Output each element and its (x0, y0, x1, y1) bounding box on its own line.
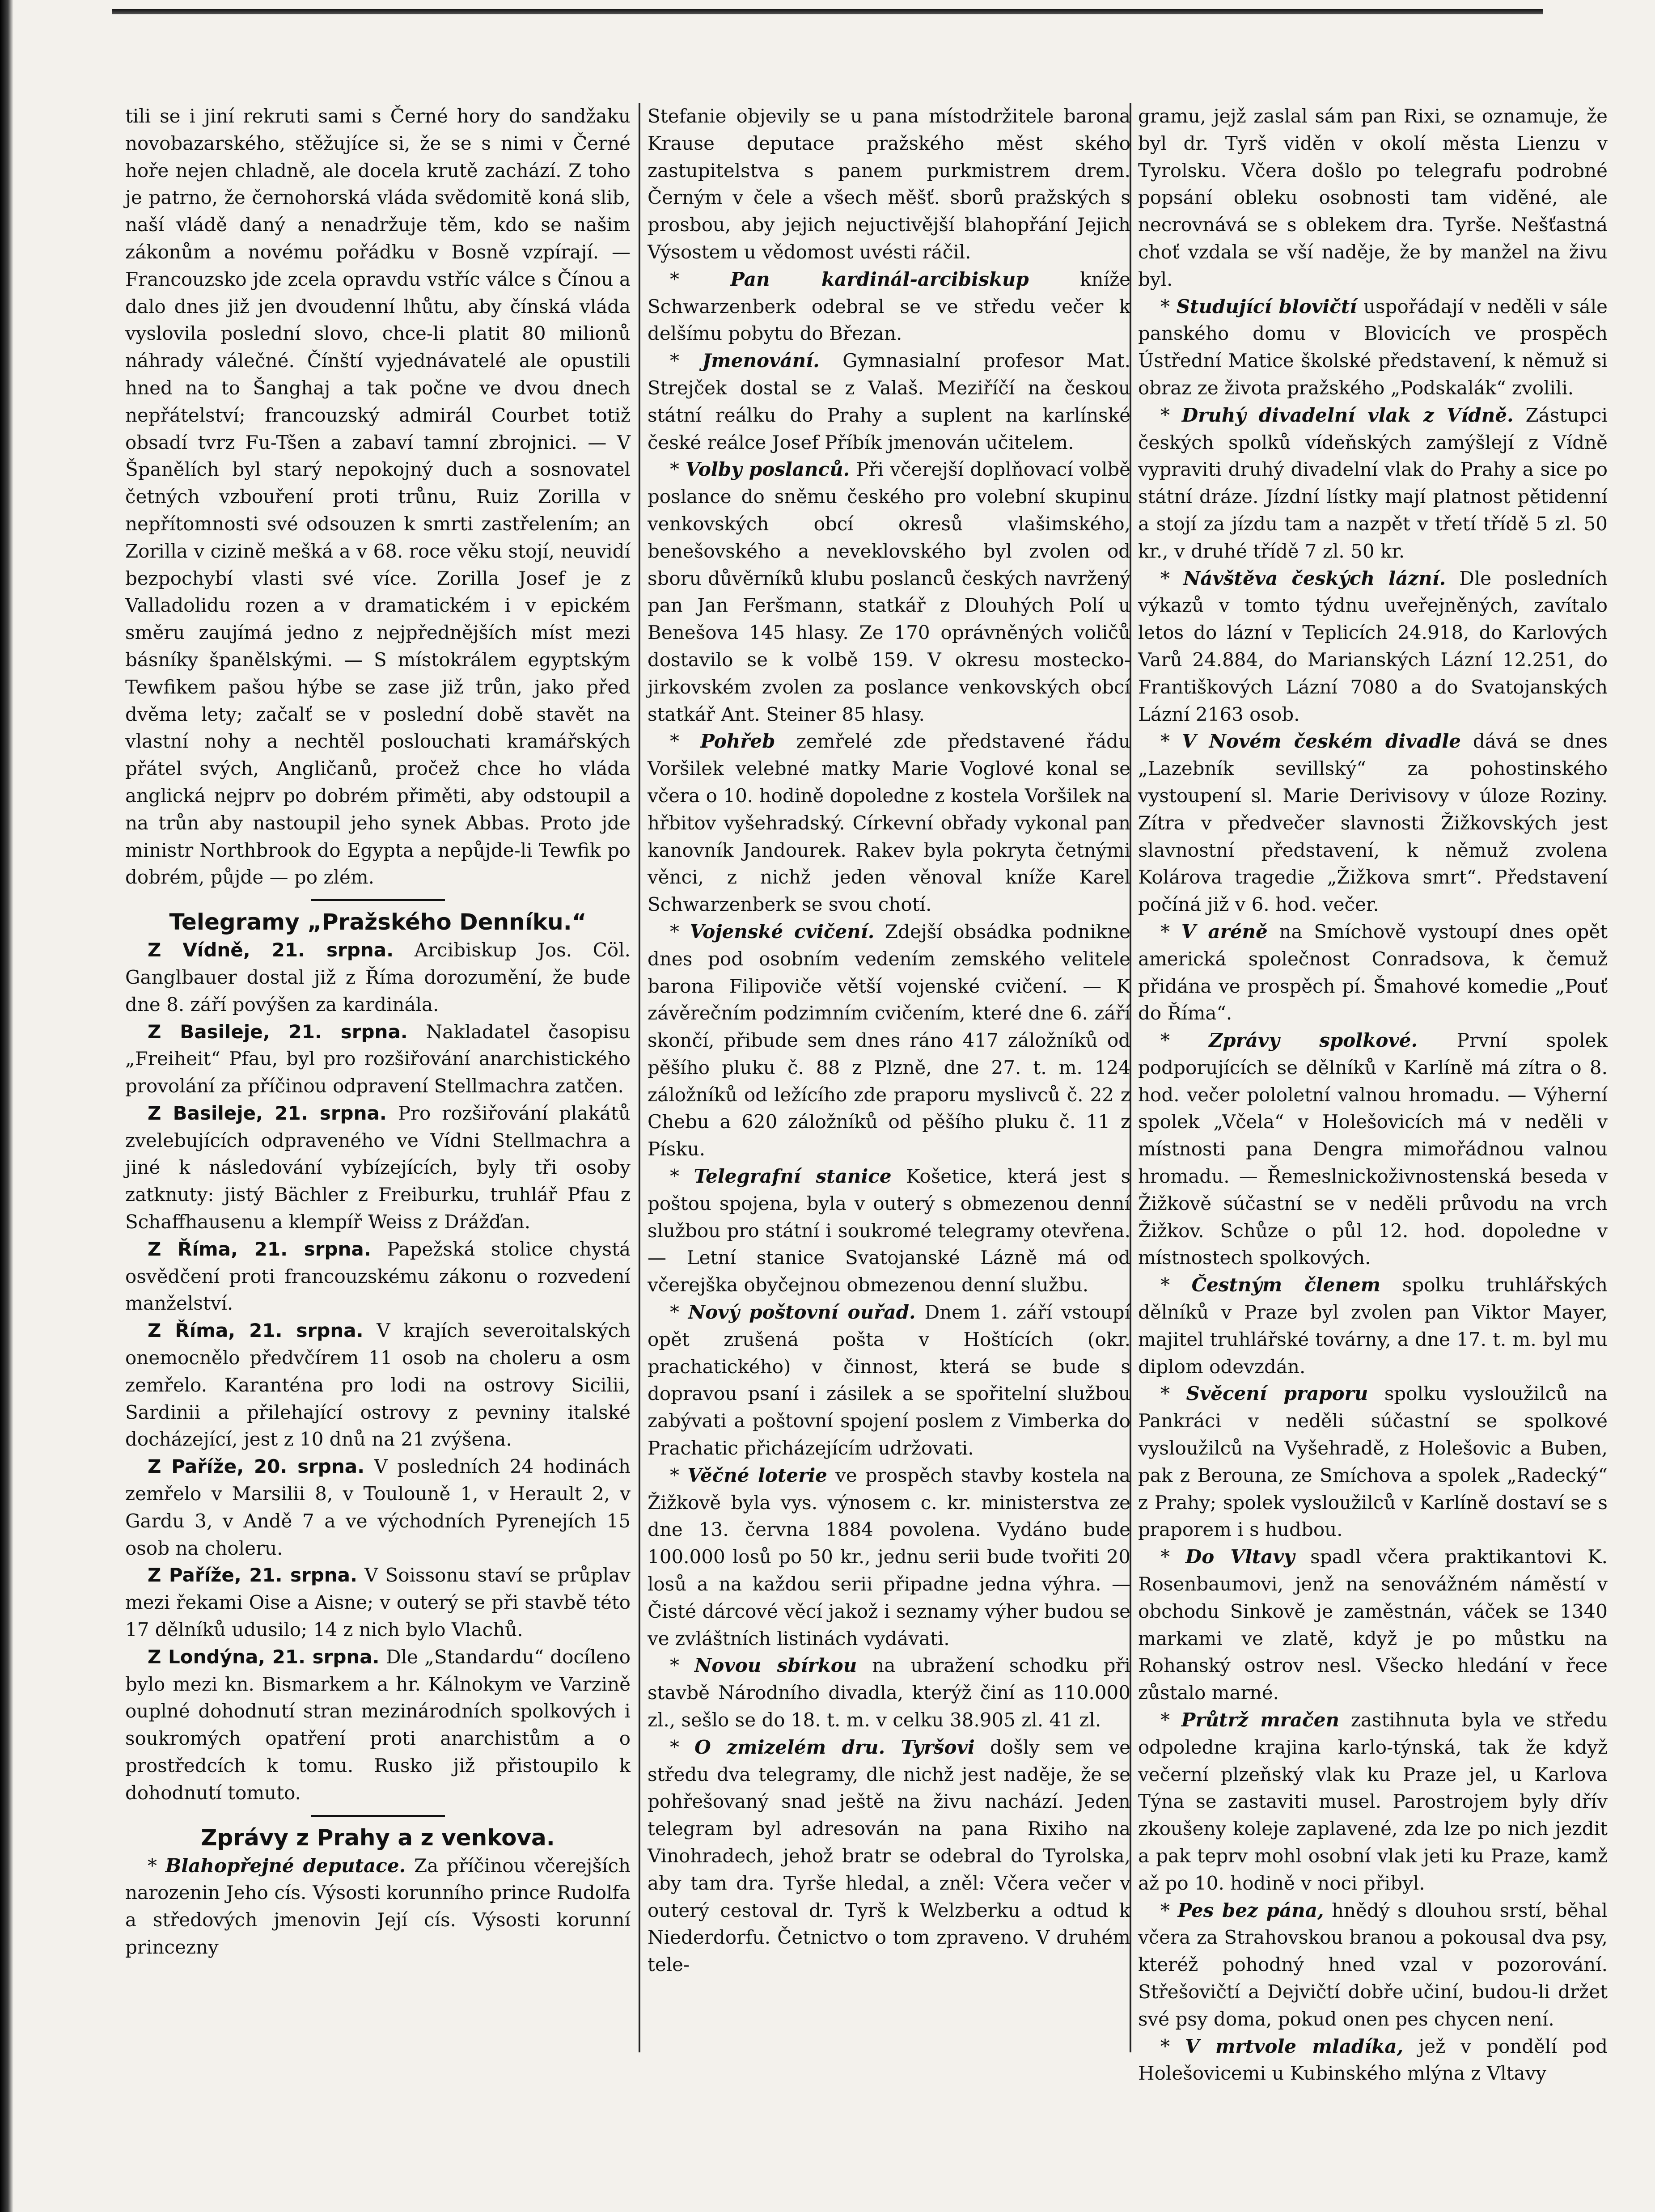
telegram-text: Nakladatel časopisu „Freiheit“ Pfau, byl pro rozšiřování anarchistického provolání za příčinou odpravení Stellmachra zatčen. (125, 1020, 631, 1097)
dateline: Z Říma, 21. srpna. (148, 1238, 371, 1260)
section-title-telegrams: Telegramy „Pražského Denníku.“ (169, 909, 587, 935)
news-lead: Druhý divadelní vlak z Vídně. (1181, 404, 1514, 426)
news-text: Dle posledních výkazů v tomto týdnu uveřejněných, zavítalo letos do lázní v Teplicích 24.918, do Karlových Varů 24.884, do Marianských Lázní 12.251, do Františkových Lázní 7080 a do Svatojanských Lázní 2163 osob. (1138, 567, 1608, 725)
news-text: spadl včera praktikantovi K. Rosenbaumovi, jenž na senovážném náměstí v obchodu Sinkově je zaměstnán, váček se 1340 markami ve zlatě, když je po můstku na Rohanský ostrov nesl. Všecko hledání v řece zůstalo marné. (1138, 1546, 1608, 1704)
news-lead: Zprávy spolkové. (1209, 1029, 1418, 1052)
news-item: * Blahopřejné deputace. Za příčinou včerejších narozenin Jeho cís. Výsosti korunního prince Rudolfa a středových jmenovin Její cís. Výsosti korunní princezny (125, 1854, 631, 1958)
news-item: * Nový poštovní ouřad. Dnem 1. září vstoupí opět zrušená pošta v Hoštících (okr. prachatického) v činnost, která se bude s dopravou psaní i zásilek a se spořitelní službou zabývati a poštovní spojení poslem z Vimberka do Prachatic přicházejícím udržovati. (648, 1301, 1131, 1459)
telegram-text: Pro rozšiřování plakátů zvelebujících odpraveného ve Vídni Stellmachra a jiné k následování vybízejících, byly tři osoby zatknuty: jistý Bächler z Freiburku, truhlář Pfau z Schaffhausenu a klempíř Weiss z Drážďan. (125, 1102, 631, 1233)
news-lead: V mrtvole mladíka, (1185, 2035, 1404, 2057)
news-text: Košetice, která jest s poštou spojena, byla v outerý s obmezenou denní službou pro státní i soukromé telegramy otevřena. — Letní stanice Svatojanské Lázně má od včerejška obyčejnou obmezenou denní službu. (648, 1165, 1131, 1296)
dateline: Z Paříže, 20. srpna. (148, 1455, 365, 1478)
news-lead: Novou sbírkou (694, 1654, 857, 1677)
news-item: * Telegrafní stanice Košetice, která jest s poštou spojena, byla v outerý s obmezenou denní službou pro státní i soukromé telegramy otevřena. — Letní stanice Svatojanské Lázně má od včerejška obyčejnou obmezenou denní službu. (648, 1165, 1131, 1296)
news-item: * Věčné loterie ve prospěch stavby kostela na Žižkově byla vys. výnosem c. kr. ministerstva ze dne 13. června 1884 povolena. Vydáno bude 100.000 losů po 50 kr., jednu serii bude tvořiti 20 losů a na každou serii připadne jedna výhra. — Čisté dárcové věcí jakož i seznamy výher budou se ve zvláštních listinách vydávati. (648, 1464, 1131, 1649)
news-item: * Jmenování. Gymnasialní profesor Mat. Strejček dostal se z Valaš. Meziříčí na českou státní reálku do Prahy a suplent na karlínské české reálce Josef Příbík jmenován učitelem. (648, 350, 1130, 453)
news-item: * Svěcení praporu spolku vysloužilců na Pankráci v neděli súčastní se spolkové vysloužilců na Vyšehradě, z Holešovic a Buben, pak z Berouna, ze Smíchova a spolek „Radecký“ z Prahy; spolek vysloužilců v Karlíně dostaví se s praporem i s hudbou. (1138, 1383, 1608, 1541)
news-item: * Novou sbírkou na ubražení schodku při stavbě Národního divadla, kterýž činí as 110.000 zl., sešlo se do 18. t. m. v celku 38.905 zl. 41 zl. (648, 1654, 1130, 1731)
news-lead: Návštěva českých lázní. (1183, 567, 1446, 589)
news-text: Za příčinou včerejších narozenin Jeho cís. Výsosti korunního prince Rudolfa a středových jmenovin Její cís. Výsosti korunní princezny (125, 1854, 631, 1958)
news-item: * Pohřeb zemřelé zde představené řádu Voršilek velebné matky Marie Voglové konal se včera o 10. hodině dopoledne z kostela Voršilek na hřbitov vyšehradský. Církevní obřady vykonal pan kanovník Jandourek. Rakev byla pokryta četnými věnci, z nichž jeden věnoval kníže Karel Schwarzenberk se svou chotí. (648, 730, 1130, 916)
news-text: ve prospěch stavby kostela na Žižkově byla vys. výnosem c. kr. ministerstva ze dne 13. června 1884 povolena. Vydáno bude 100.000 losů po 50 kr., jednu serii bude tvořiti 20 losů a na každou serii připadne jedna výhra. — Čisté dárcové věcí jakož i seznamy výher budou se ve zvláštních listinách vydávati. (648, 1464, 1131, 1649)
news-item: * V aréně na Smíchově vystoupí dnes opět americká společnost Conradsova, k čemuž přidána ve prospěch pí. Šmahové komedie „Pouť do Říma“. (1138, 920, 1608, 1024)
news-item: * Vojenské cvičení. Zdejší obsádka podnikne dnes pod osobním vedením zemského velitele barona Filipoviče větší vojenské cvičení. — K závěrečním podzimním cvičením, které dne 6. září skončí, přibude sem dnes ráno 417 záložníků od pěšího pluku č. 88 z Plzně, dne 27. t. m. 124 záložníků od ležícího zde praporu myslivců č. 22 z Chebu a 620 záložníků od pěšího pluku č. 11 z Písku. (648, 920, 1130, 1160)
news-item: * O zmizelém dru. Tyršovi došly sem ve středu dva telegramy, dle nichž jest naděje, že se pohřešovaný snad ještě na živu nachází. Jeden telegram byl adresován na pana Rixiho na Vinohradech, jehož bratr se odebral do Tyrolska, aby tam dra. Tyrše hledal, a zněl: Včera večer v outerý cestoval dr. Tyrš k Welzberku a odtud k Niederdorfu. Četnictvo o tom zpraveno. V druhém tele- (648, 1736, 1131, 1976)
telegram-item (125, 1317, 631, 1453)
news-lead: Pohřeb (700, 730, 775, 753)
news-item: * Pan kardinál-arcibiskup kníže Schwarzenberk odebral se ve středu večer k delšímu pobytu do Březan. (648, 268, 1130, 345)
news-item: * Čestným členem spolku truhlářských dělníků v Praze byl zvolen pan Viktor Mayer, majitel truhlářské továrny, a dne 17. t. m. byl mu diplom odevzdán. (1138, 1274, 1608, 1378)
news-lead: Blahopřejné deputace. (165, 1854, 406, 1877)
news-text: zemřelé zde představené řádu Voršilek velebné matky Marie Voglové konal se včera o 10. hodině dopoledne z kostela Voršilek na hřbitov vyšehradský. Církevní obřady vykonal pan kanovník Jandourek. Rakev byla pokryta četnými věnci, z nichž jeden věnoval kníže Karel Schwarzenberk se svou chotí. (648, 730, 1130, 916)
news-lead: Jmenování. (702, 350, 820, 372)
news-lead: O zmizelém dru. Tyršovi (694, 1736, 975, 1758)
news-item: * Studující blovičtí uspořádají v neděli v sále panského domu v Blovicích ve prospěch Ústřední Matice školské představení, k němuž si obraz ze života pražského „Podskalák“ zvolili. (1138, 295, 1608, 399)
news-lead: Pan kardinál-arcibiskup (730, 268, 1029, 290)
article-continuation: tili se i jiní rekruti sami s Černé hory do sandžaku novobazarského, stěžujíce si, že se s nimi v Černé hoře nejen chladně, ale docela krutě zachází. Z toho je patrno, že černohorská vláda svědomitě koná slib, naší vládě daný a nenadržuje těm, kdo se našim zákonům a novému pořádku v Bosně vzpírají. — Francouzsko jde zcela opravdu vstříc válce s Čínou a dalo dnes již jen dvoudenní lhůtu, aby čínská vláda vyslovila poslední slovo, chce-li platit 80 milionů náhrady válečné. Čínští vyjednávatelé ale opustili hned na to Šanghaj a tak počne ve dvou dnech nepřátelství; francouzský admirál Courbet totiž obsadí tvrz Fu-Tšen a zabaví tamní zbrojnici. — V Španělích byl starý nepokojný duch a sosnovatel četných vzbouření proti trůnu, Ruiz Zorilla v nepřítomnosti své odsouzen k smrti zastřelením; an Zorilla v cizině mešká a v 68. roce věku stojí, neuvidí bezpochybí vlasti své více. Zorilla Josef je z Valladolidu rozen a v dramatickém i v epickém směru zaujímá jedno z nejpřednějších míst mezi básníky španělskými. — S místokrálem egyptským Tewfikem pašou hýbe se zase již trůn, jako před dvěma lety; začalť se v poslední době stavět na vlastní nohy a nechtěl poslouchati kramářských přátel svých, Angličanů, pročež chce ho vláda anglická nejprv po dobrém přiměti, aby odstoupil a na trůn aby nastoupil jeho synek Abbas. Proto jde ministr Northbrook do Egypta a nepůjde-li Tewfik po dobrém, půjde — po zlém. (125, 105, 631, 888)
news-text: došly sem ve středu dva telegramy, dle nichž jest naděje, že se pohřešovaný snad ještě na živu nachází. Jeden telegram byl adresován na pana Rixiho na Vinohradech, jehož bratr se odebral do Tyrolska, aby tam dra. Tyrše hledal, a zněl: Včera večer v outerý cestoval dr. Tyrš k Welzberku a odtud k Niederdorfu. Četnictvo o tom zpraveno. V druhém tele- (648, 1736, 1131, 1976)
news-text: hnědý s dlouhou srstí, běhal včera za Strahovskou branou a pokousal dva psy, kteréž pohodný hned vzal v pozorování. Střešovičtí a Dejvičtí dobře učiní, budou-li držet své psy doma, pokud onen pes chycen není. (1138, 1899, 1608, 2030)
news-text: Dnem 1. září vstoupí opět zrušená pošta v Hoštících (okr. prachatického) v činnost, která se bude s dopravou psaní i zásilek a se spořitelní službou zabývati a poštovní spojení poslem z Vimberka do Prachatic přicházejícím udržovati. (648, 1301, 1131, 1459)
news-item: * Druhý divadelní vlak z Vídně. Zástupci českých spolků vídeňských zamýšlejí z Vídně vypraviti druhý divadelní vlak do Prahy a sice po státní dráze. Jízdní lístky mají platnost pětidenní a stojí za jízdu tam a nazpět v třetí třídě 5 zl. 50 kr., v druhé třídě 7 zl. 50 kr. (1138, 404, 1608, 562)
dateline: Z Vídně, 21. srpna. (148, 939, 394, 961)
news-text: Zdejší obsádka podnikne dnes pod osobním vedením zemského velitele barona Filipoviče větší vojenské cvičení. — K závěrečním podzimním cvičením, které dne 6. září skončí, přibude sem dnes ráno 417 záložníků od pěšího pluku č. 88 z Plzně, dne 27. t. m. 124 záložníků od ležícího zde praporu myslivců č. 22 z Chebu a 620 záložníků od pěšího pluku č. 11 z Písku. (648, 920, 1130, 1160)
news-text: spolku vysloužilců na Pankráci v neděli súčastní se spolkové vysloužilců na Vyšehradě, z Holešovic a Buben, pak z Berouna, ze Smíchova a spolek „Radecký“ z Prahy; spolek vysloužilců v Karlíně dostaví se s praporem i s hudbou. (1138, 1383, 1608, 1541)
news-text: Zástupci českých spolků vídeňských zamýšlejí z Vídně vypraviti druhý divadelní vlak do Prahy a sice po státní dráze. Jízdní lístky mají platnost pětidenní a stojí za jízdu tam a nazpět v třetí třídě 5 zl. 50 kr., v druhé třídě 7 zl. 50 kr. (1138, 404, 1608, 562)
column-1 (125, 103, 631, 2052)
section-divider (311, 899, 445, 901)
telegram-item (125, 1236, 631, 1317)
column-2 (648, 103, 1130, 2052)
news-item: * V Novém českém divadle dává se dnes „Lazebník sevillský“ za pohostinského vystoupení sl. Marie Derivisovy v úloze Roziny. Zítra v předvečer slavnosti Žižkovských jest slavnostní představení, k němuž zvolena Kolárova tragedie „Žižkova smrt“. Představení počíná již v 6. hod. večer. (1138, 730, 1608, 916)
news-item: * Volby poslanců. Při včerejší doplňovací volbě poslance do sněmu českého pro volební skupinu venkovských obcí okresů vlašimského, benešovského a neveklovského byl zvolen od sboru důvěrníků klubu poslanců českých navržený pan Jan Feršmann, statkář z Dlouhých Polí u Benešova 145 hlasy. Ze 170 oprávněných voličů dostavilo se k volbě 159. V okresu mostecko-jirkovském zvolen za poslance venkovských obcí statkář Ant. Steiner 85 hlasy. (648, 458, 1131, 725)
column-rule-1 (639, 103, 640, 2052)
news-lead: Věčné loterie (687, 1464, 827, 1486)
telegram-item (125, 937, 631, 1018)
news-text: kníže Schwarzenberk odebral se ve středu večer k delšímu pobytu do Březan. (648, 268, 1130, 345)
news-lead: Telegrafní stanice (694, 1165, 892, 1188)
news-text: dává se dnes „Lazebník sevillský“ za pohostinského vystoupení sl. Marie Derivisovy v úloze Roziny. Zítra v předvečer slavnosti Žižkovských jest slavnostní představení, k němuž zvolena Kolárova tragedie „Žižkova smrt“. Představení počíná již v 6. hod. večer. (1138, 730, 1608, 916)
news-text: zastihnuta byla ve středu odpoledne krajina karlo-týnská, tak že když večerní plzeňský vlak ku Praze jel, u Karlova Týna se zastaviti musel. Parostrojem byly dřív zkoušeny koleje zaplavené, zda lze po nich jezdit a pak teprv mohl osobní vlak jeti ku Praze, kamž až po 10. hodině v noci přibyl. (1138, 1709, 1608, 1894)
dateline: Z Basileje, 21. srpna. (148, 1020, 408, 1043)
news-text: na ubražení schodku při stavbě Národního divadla, kterýž činí as 110.000 zl., sešlo se do 18. t. m. v celku 38.905 zl. 41 zl. (648, 1654, 1130, 1731)
news-lead: Pes bez pána, (1177, 1899, 1324, 1921)
scan-edge-shadow (0, 0, 13, 2212)
news-text: jež v pondělí pod Holešovicemi u Kubinského mlýna z Vltavy (1138, 2035, 1608, 2085)
news-lead: V Novém českém divadle (1181, 730, 1461, 753)
news-lead: V aréně (1181, 920, 1268, 943)
news-lead: Do Vltavy (1185, 1546, 1295, 1568)
telegram-item (125, 1019, 631, 1100)
section-divider (311, 1815, 445, 1817)
dateline: Z Paříže, 21. srpna. (148, 1564, 357, 1586)
column-3 (1138, 103, 1608, 2085)
section-title-local-news: Zprávy z Prahy a z venkova. (201, 1824, 555, 1851)
news-text: První spolek podporujících se dělníků v Karlíně má zítra o 8. hod. večer pololetní valnou hromadu. — Výherní spolek „Včela“ v Holešovicích má v neděli v místnosti pana Dengra mimořádnou valnou hromadu. — Řemeslnickoživnostenská beseda v Žižkově súčastní se v neděli průvodu na vrch Žižkov. Schůze o půl 12. hod. dopoledne v místnostech spolkových. (1138, 1029, 1608, 1269)
telegram-item (125, 1644, 631, 1807)
news-lead: Průtrž mračen (1181, 1709, 1339, 1731)
news-lead: Volby poslanců. (686, 458, 850, 481)
news-item: * Návštěva českých lázní. Dle posledních výkazů v tomto týdnu uveřejněných, zavítalo letos do lázní v Teplicích 24.918, do Karlových Varů 24.884, do Marianských Lázní 12.251, do Františkových Lázní 7080 a do Svatojanských Lázní 2163 osob. (1138, 567, 1608, 725)
news-text: uspořádají v neděli v sále panského domu v Blovicích ve prospěch Ústřední Matice školské představení, k němuž si obraz ze života pražského „Podskalák“ zvolili. (1138, 295, 1608, 399)
news-lead: Svěcení praporu (1186, 1383, 1368, 1405)
dateline: Z Basileje, 21. srpna. (148, 1102, 387, 1124)
news-lead: Studující blovičtí (1176, 295, 1357, 317)
news-continuation: gramu, jejž zaslal sám pan Rixi, se oznamuje, že byl dr. Tyrš viděn v okolí města Lienzu v Tyrolsku. Včera došlo po telegrafu podrobné popsání obleku osobnosti tam viděné, ale neсrovnává se s oblekem dra. Tyrše. Nešťastná choť vzdala se vší naděje, že by manžel na živu byl. (1138, 105, 1608, 290)
news-text: spolku truhlářských dělníků v Praze byl zvolen pan Viktor Mayer, majitel truhlářské továrny, a dne 17. t. m. byl mu diplom odevzdán. (1138, 1274, 1608, 1378)
news-item: * Průtrž mračen zastihnuta byla ve středu odpoledne krajina karlo-týnská, tak že když večerní plzeňský vlak ku Praze jel, u Karlova Týna se zastaviti musel. Parostrojem byly dřív zkoušeny koleje zaplavené, zda lze po nich jezdit a pak teprv mohl osobní vlak jeti ku Praze, kamž až po 10. hodině v noci přibyl. (1138, 1709, 1608, 1894)
telegram-text: Dle „Standardu“ docíleno bylo mezi kn. Bismarkem a hr. Kálnokym ve Varzině ouplné dohodnutí stran mezinárodních spolkových i soukromých opatření proti anarchistům a o prostředcích k tomu. Rusko již přistoupilo k dohodnutí tomuto. (125, 1645, 631, 1804)
dateline: Z Říma, 21. srpna. (148, 1320, 364, 1342)
news-lead: Vojenské cvičení. (690, 920, 875, 943)
telegram-text: Arcibiskup Jos. Cöl. Ganglbauer dostal již z Říma dorozumění, že bude dne 8. září povýšen za kardinála. (125, 939, 631, 1015)
news-text: Gymnasialní profesor Mat. Strejček dostal se z Valaš. Meziříčí na českou státní reálku do Prahy a suplent na karlínské české reálce Josef Příbík jmenován učitelem. (648, 350, 1130, 453)
news-lead: Nový poštovní ouřad. (688, 1301, 916, 1324)
news-text: Při včerejší doplňovací volbě poslance do sněmu českého pro volební skupinu venkovských obcí okresů vlašimského, benešovského a neveklovského byl zvolen od sboru důvěrníků klubu poslanců českých navržený pan Jan Feršmann, statkář z Dlouhých Polí u Benešova 145 hlasy. Ze 170 oprávněných voličů dostavilo se k volbě 159. V okresu mostecko-jirkovském zvolen za poslance venkovských obcí statkář Ant. Steiner 85 hlasy. (648, 458, 1131, 725)
telegram-item (125, 1453, 631, 1562)
telegram-item (125, 1100, 631, 1236)
telegram-item (125, 1562, 631, 1643)
top-rule (112, 9, 1543, 14)
news-lead: Čestným členem (1191, 1274, 1381, 1296)
news-item: * Pes bez pána, hnědý s dlouhou srstí, běhal včera za Strahovskou branou a pokousal dva psy, kteréž pohodný hned vzal v pozorování. Střešovičtí a Dejvičtí dobře učiní, budou-li držet své psy doma, pokud onen pes chycen není. (1138, 1899, 1608, 2030)
news-item: * Do Vltavy spadl včera praktikantovi K. Rosenbaumovi, jenž na senovážném náměstí v obchodu Sinkově je zaměstnán, váček se 1340 markami ve zlatě, když je po můstku na Rohanský ostrov nesl. Všecko hledání v řece zůstalo marné. (1138, 1546, 1608, 1704)
telegram-text: Papežská stolice chystá osvědčení proti francouzskému zákonu o rozvedení manželství. (125, 1238, 631, 1315)
news-continuation: Stefanie objevily se u pana místodržitele barona Krause deputace pražského měst ského zastupitelstva s panem purkmistrem drem. Černým v čele a všech měšť. sborů pražských s prosbou, aby jejich nejuctivější blahopřání Jejich Výsostem u vědomost uvésti ráčil. (648, 105, 1130, 263)
news-item: * V mrtvole mladíka, jež v pondělí pod Holešovicemi u Kubinského mlýna z Vltavy (1138, 2035, 1608, 2085)
dateline: Z Londýna, 21. srpna. (148, 1645, 380, 1668)
news-item: * Zprávy spolkové. První spolek podporujících se dělníků v Karlíně má zítra o 8. hod. večer pololetní valnou hromadu. — Výherní spolek „Včela“ v Holešovicích má v neděli v místnosti pana Dengra mimořádnou valnou hromadu. — Řemeslnickoživnostenská beseda v Žižkově súčastní se v neděli průvodu na vrch Žižkov. Schůze o půl 12. hod. dopoledne v místnostech spolkových. (1138, 1029, 1608, 1269)
telegram-text: V posledních 24 hodinách zemřelo v Marsilii 8, v Toulouně 1, v Herault 2, v Gardu 3, v Andě 7 a ve východních Pyrenejích 15 osob na choleru. (125, 1455, 631, 1559)
news-text: na Smíchově vystoupí dnes opět americká společnost Conradsova, k čemuž přidána ve prospěch pí. Šmahové komedie „Pouť do Říma“. (1138, 920, 1608, 1024)
telegram-text: V Soissonu staví se průplav mezi řekami Oise a Aisne; v outerý se při stavbě této 17 dělníků udusilo; 14 z nich bylo Vlachů. (125, 1564, 631, 1641)
telegram-text: V krajích severoitalských onemocnělo předvčírem 11 osob na choleru a osm zemřelo. Karanténa pro lodi na ostrovy Sicilii, Sardinii a přilehající ostrovy z pevniny italské docházející, jest z 10 dnů na 21 zvýšena. (125, 1320, 631, 1451)
